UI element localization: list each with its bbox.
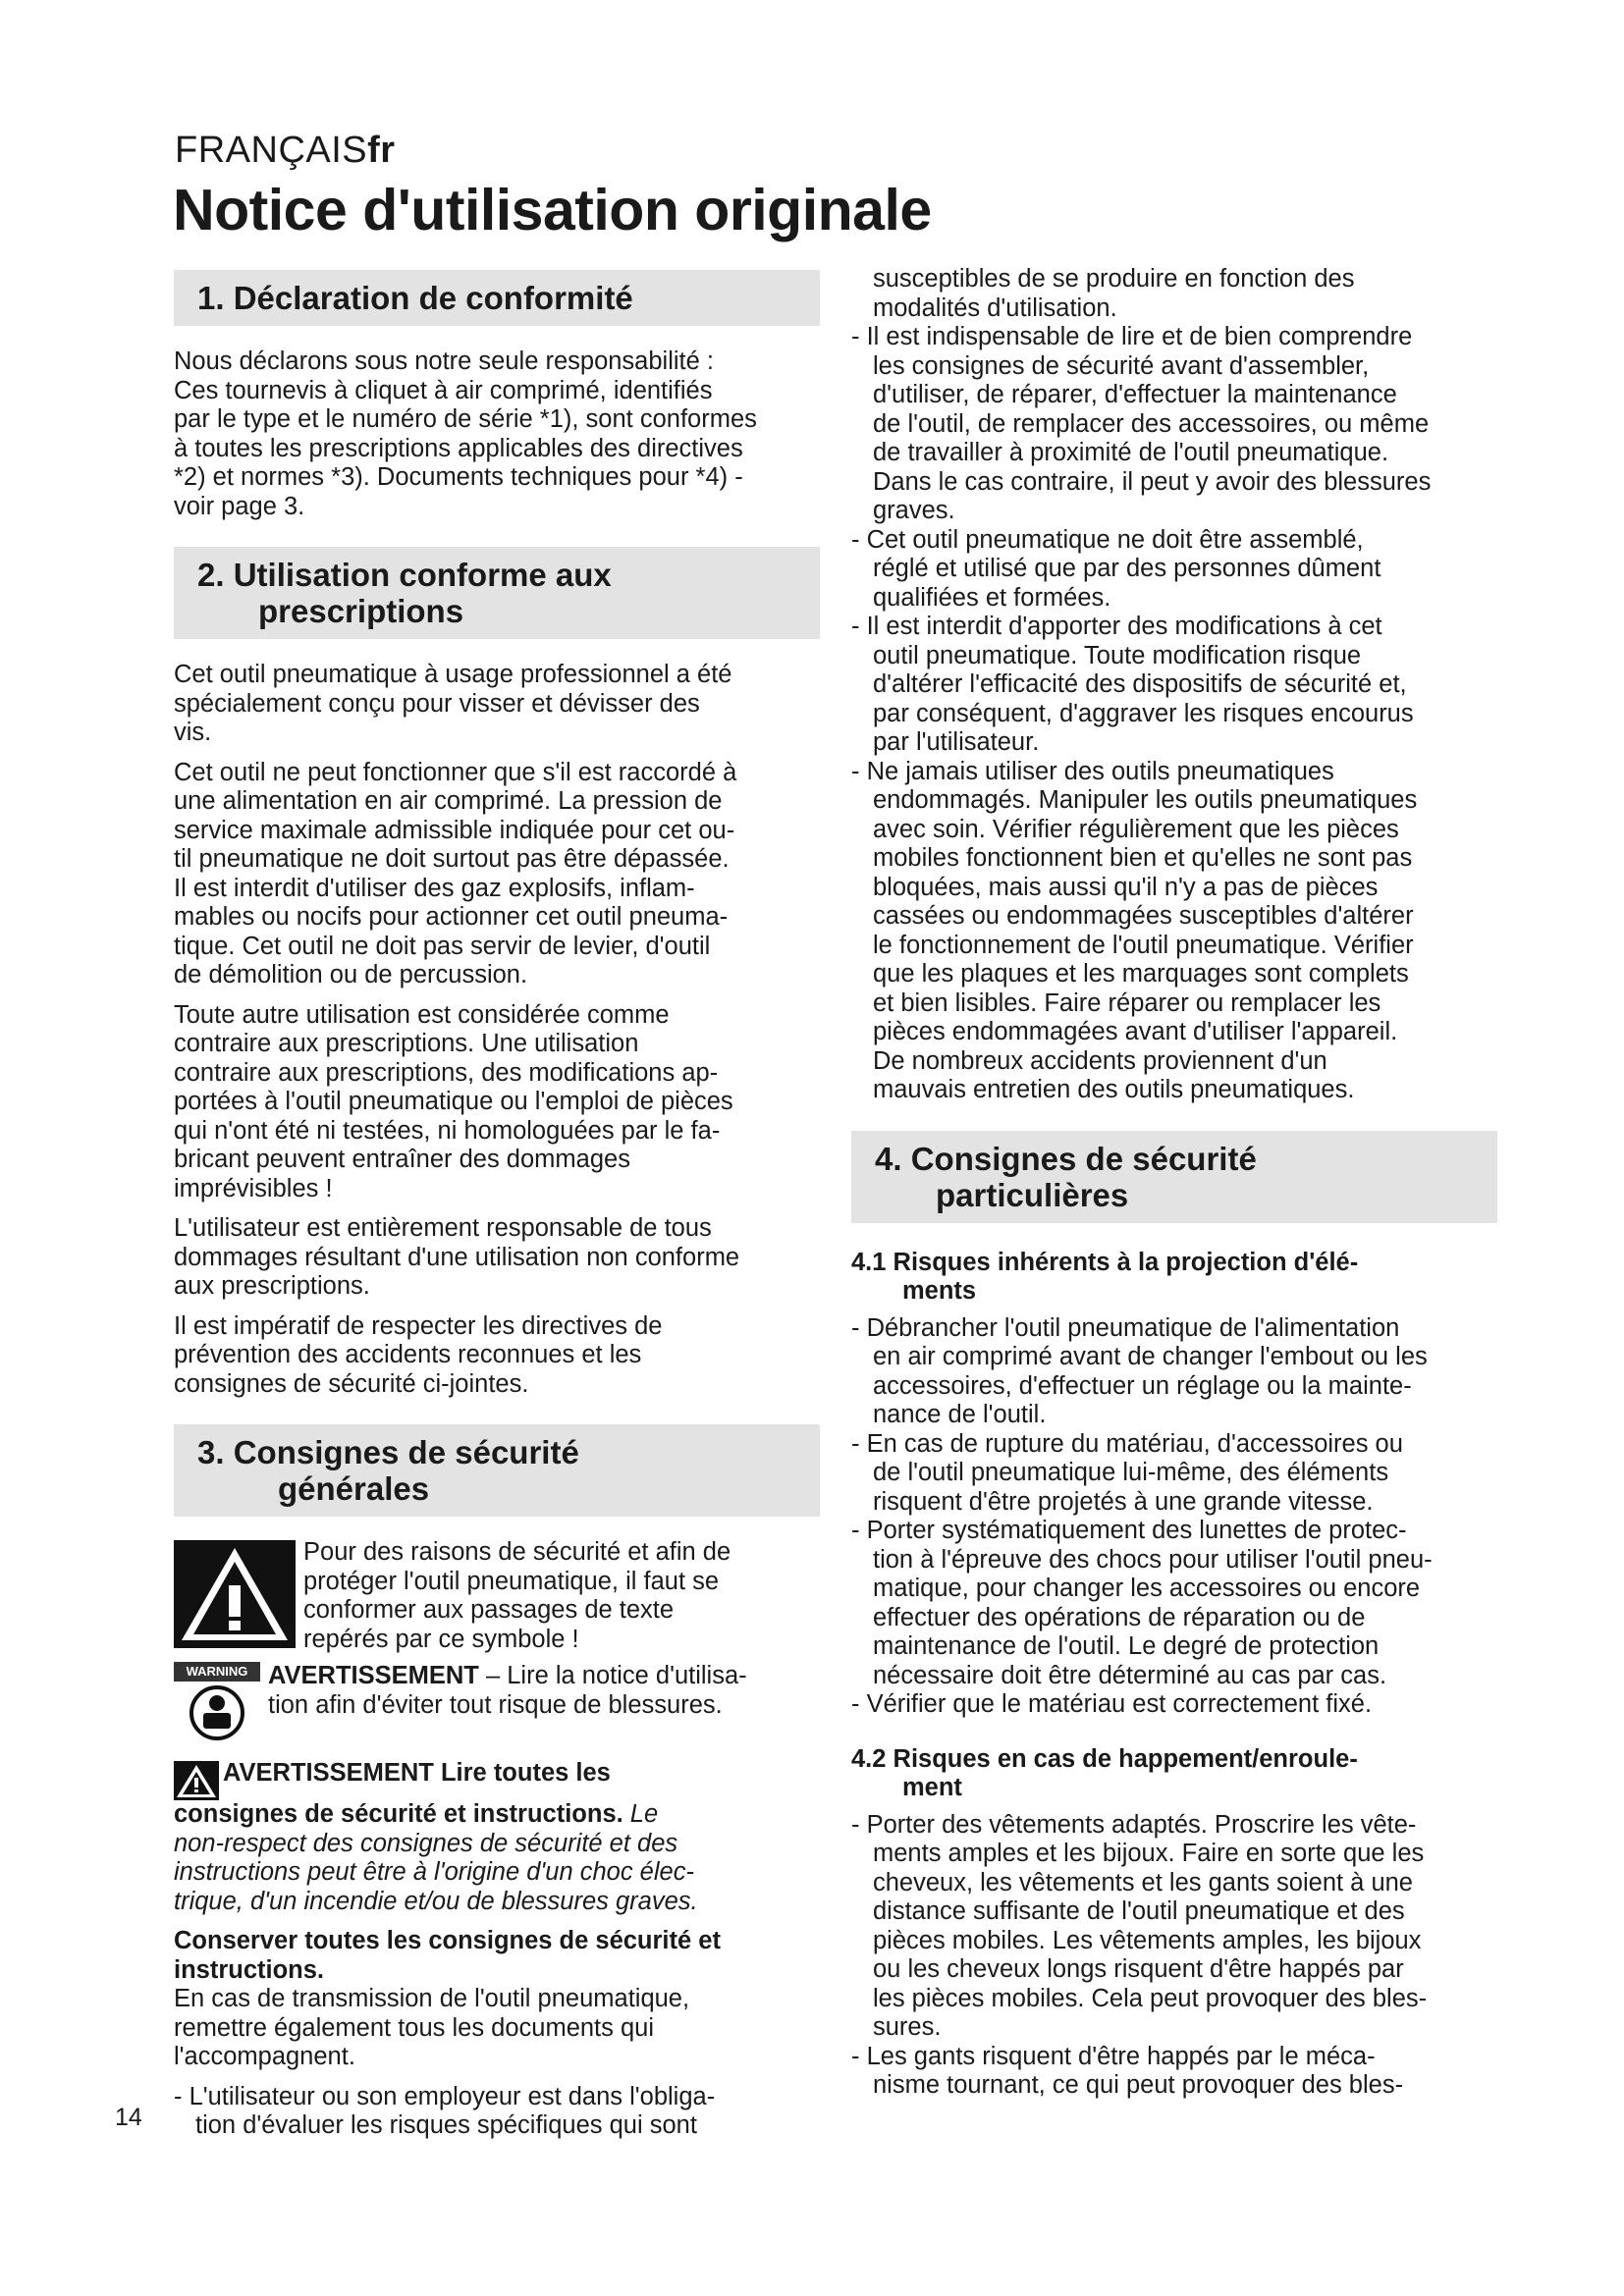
employer-risk-bullet: - L'utilisateur ou son employeur est dans l'obliga- tion d'évaluer les risques spécifiques qui sont: [174, 2082, 716, 2139]
paragraph: L'utilisateur est entièrement responsable de tous dommages résultant d'une utilisation non conforme aux prescriptions.: [174, 1214, 740, 1300]
subsection-4-1-title: 4.1 Risques inhérents à la projection d'élé- ments: [851, 1248, 1359, 1305]
small-warning-icon: [174, 1761, 219, 1800]
page-title: Notice d'utilisation originale: [173, 178, 932, 242]
read-manual-notice: [174, 1662, 820, 1747]
warning-symbol-text: Pour des raisons de sécurité et afin de protéger l'outil pneumatique, il faut se conformer aux passages de texte repérés par ce symbole !: [303, 1538, 731, 1653]
bullet-item: - Il est indispensable de lire et de bien comprendre les consignes de sécurité avant d'assembler, d'utiliser, de réparer, d'effectuer la maintenance de l'outil, de remplacer des accessoires, ou même de travailler à proximité de l'outil pneumatique. Dans le cas contraire, il peut y avoir des blessures graves.: [851, 323, 1432, 524]
paragraph: Cet outil pneumatique à usage professionnel a été spécialement conçu pour visser et dévisser des vis.: [174, 661, 732, 746]
bullet-item: - En cas de rupture du matériau, d'accessoires ou de l'outil pneumatique lui-même, des éléments risquent d'être projetés à une grande vitesse.: [851, 1429, 1403, 1516]
read-manual-text: AVERTISSEMENT – Lire la notice d'utilisa- tion afin d'éviter tout risque de blessures.: [268, 1662, 747, 1719]
keep-instructions-text: En cas de transmission de l'outil pneumatique, remettre également tous les documents qui l'accompagnent.: [174, 1985, 690, 2070]
bullet-item: - Il est interdit d'apporter des modifications à cet outil pneumatique. Toute modification risque d'altérer l'efficacité des dispositifs de sécurité et, par conséquent, d'aggraver les risques encourus par l'utilisateur.: [851, 613, 1414, 756]
section-1-body: Nous déclarons sous notre seule responsabilité : Ces tournevis à cliquet à air comprimé, identifiés par le type et le numéro de série *1), sont conformes à toutes les prescriptions applicables des directives *2) et normes *3). Documents techniques pour *4) - voir page 3.: [174, 347, 757, 520]
bullet-item: - Porter des vêtements adaptés. Proscrire les vête- ments amples et les bijoux. Faire en sorte que les cheveux, les vêtements et les gants soient à une distance suffisante de l'outil pneumatique et des pièces mobiles. Les vêtements amples, les bijoux ou les cheveux longs risquent d'être happés par les pièces mobiles. Cela peut provoquer des bles- sures.: [851, 1810, 1428, 2041]
read-all-warning: AVERTISSEMENT Lire toutes les consignes de sécurité et instructions. Le non-respect des consignes de sécurité et des instructions peut être à l'origine d'un choc élec- trique, d'un incendie et/ou de blessures graves.: [174, 1759, 698, 1915]
bullet-item: - Débrancher l'outil pneumatique de l'alimentation en air comprimé avant de changer l'embout ou les accessoires, d'effectuer un réglage ou la mainte- nance de l'outil.: [851, 1313, 1428, 1428]
paragraph: Cet outil ne peut fonctionner que s'il est raccordé à une alimentation en air comprimé. La pression de service maximale admissible indiquée pour cet ou- til pneumatique ne doit surtout pas être dépassée. Il est interdit d'utiliser des gaz explosifs, inflam- mables ou nocifs pour actionner cet outil pneuma- tique. Cet outil ne doit pas servir de levier, d'outil de démolition ou de percussion.: [174, 758, 737, 988]
language-label: FRANÇAISfr: [175, 130, 396, 171]
section-3-heading: 3. Consignes de sécurité générales: [174, 1424, 820, 1517]
subsection-4-2-bullets: [851, 1811, 1497, 2101]
read-manual-icon: WARNING: [174, 1662, 260, 1747]
paragraph: Il est impératif de respecter les directives de prévention des accidents reconnues et les consignes de sécurité ci-jointes.: [174, 1311, 663, 1398]
warning-symbol-notice: [174, 1538, 820, 1654]
continued-text: susceptibles de se produire en fonction des modalités d'utilisation.: [873, 265, 1355, 322]
bullet-item: - Les gants risquent d'être happés par le méca- nisme tournant, ce qui peut provoquer des bles-: [851, 2042, 1404, 2099]
bullet-item: - Cet outil pneumatique ne doit être assemblé, réglé et utilisé que par des personnes dûment qualifiées et formées.: [851, 525, 1381, 612]
bullet-item: - Vérifier que le matériau est correctement fixé.: [851, 1690, 1373, 1718]
section-2-body: [174, 661, 820, 1399]
left-column: [174, 270, 820, 2141]
warning-triangle-icon: [174, 1540, 296, 1648]
right-column: [851, 265, 1497, 2101]
general-safety-bullets: [851, 323, 1497, 1105]
page-number: 14: [115, 2104, 142, 2131]
bullet-item: - Porter systématiquement des lunettes de protec- tion à l'épreuve des chocs pour utiliser l'outil pneu- matique, pour changer les accessoires ou encore effectuer des opérations de réparation ou de maintenance de l'outil. Le degré de protection nécessaire doit être déterminé au cas par cas.: [851, 1517, 1433, 1689]
subsection-4-1-bullets: [851, 1314, 1497, 1720]
keep-instructions-heading: Conserver toutes les consignes de sécurité et instructions.: [174, 1927, 721, 1984]
subsection-4-2-title: 4.2 Risques en cas de happement/enroule- ment: [851, 1744, 1358, 1801]
section-1-heading: 1. Déclaration de conformité: [174, 270, 820, 326]
section-4-heading: 4. Consignes de sécurité particulières: [851, 1131, 1497, 1223]
section-2-heading: 2. Utilisation conforme aux prescriptions: [174, 547, 820, 639]
paragraph: Toute autre utilisation est considérée comme contraire aux prescriptions. Une utilisation contraire aux prescriptions, des modifications ap- portées à l'outil pneumatique ou l'emploi de pièces qui n'ont été ni testées, ni homologuées par le fa- bricant peuvent entraîner des dommages imprévisibles !: [174, 1000, 733, 1202]
bullet-item: - Ne jamais utiliser des outils pneumatiques endommagés. Manipuler les outils pneumatiques avec soin. Vérifier régulièrement que les pièces mobiles fonctionnent bien et qu'elles ne sont pas bloquées, mais aussi qu'il n'y a pas de pièces cassées ou endommagées susceptibles d'altérer le fonctionnement de l'outil pneumatique. Vérifier que les plaques et les marquages sont complets et bien lisibles. Faire réparer ou remplacer les pièces endommagées avant d'utiliser l'appareil. De nombreux accidents proviennent d'un mauvais entretien des outils pneumatiques.: [851, 757, 1418, 1103]
